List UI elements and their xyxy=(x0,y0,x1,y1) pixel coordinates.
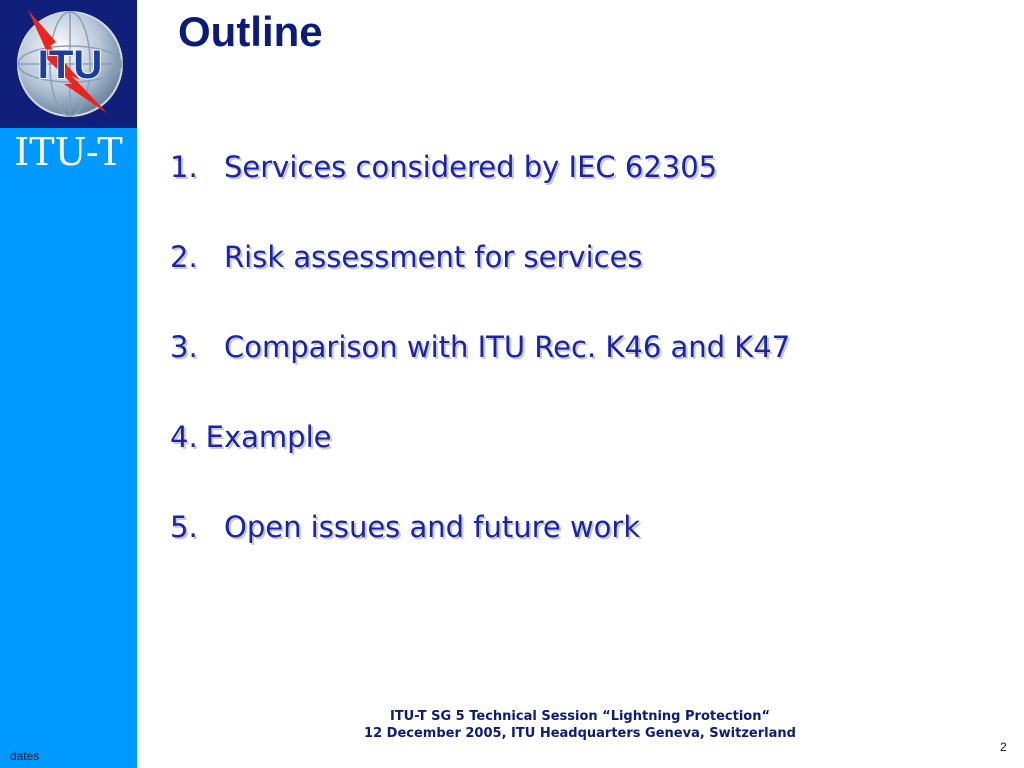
outline-item-4 xyxy=(170,420,790,510)
sidebar xyxy=(0,0,137,768)
outline-item-2 xyxy=(170,240,790,330)
page-number: 2 xyxy=(1000,740,1007,754)
item-text: Services considered by IEC 62305 xyxy=(224,150,718,184)
item-number: 1. xyxy=(170,150,198,184)
item-number: 5. xyxy=(170,510,198,544)
outline-list xyxy=(170,150,790,600)
itu-logo xyxy=(0,0,137,128)
slide-title: Outline xyxy=(178,8,323,55)
dates-placeholder: dates xyxy=(10,749,40,763)
item-text: Comparison with ITU Rec. K46 and K47 xyxy=(224,330,791,364)
logo-text: ITU xyxy=(37,43,103,87)
item-number: 4. xyxy=(170,420,198,454)
outline-item-1 xyxy=(170,150,790,240)
item-text: Risk assessment for services xyxy=(224,240,643,274)
footer-line-1: ITU-T SG 5 Technical Session “Lightning Protection“ xyxy=(389,709,771,724)
item-number: 3. xyxy=(170,330,198,364)
outline-item-3 xyxy=(170,330,790,420)
globe-icon xyxy=(10,2,128,126)
footer xyxy=(180,708,980,742)
item-number: 2. xyxy=(170,240,198,274)
outline-item-5 xyxy=(170,510,790,600)
item-text: Open issues and future work xyxy=(224,510,641,544)
brand-label: ITU-T xyxy=(14,130,123,174)
item-text: Example xyxy=(205,420,332,454)
footer-line-2: 12 December 2005, ITU Headquarters Geneva, Switzerland xyxy=(364,726,796,741)
